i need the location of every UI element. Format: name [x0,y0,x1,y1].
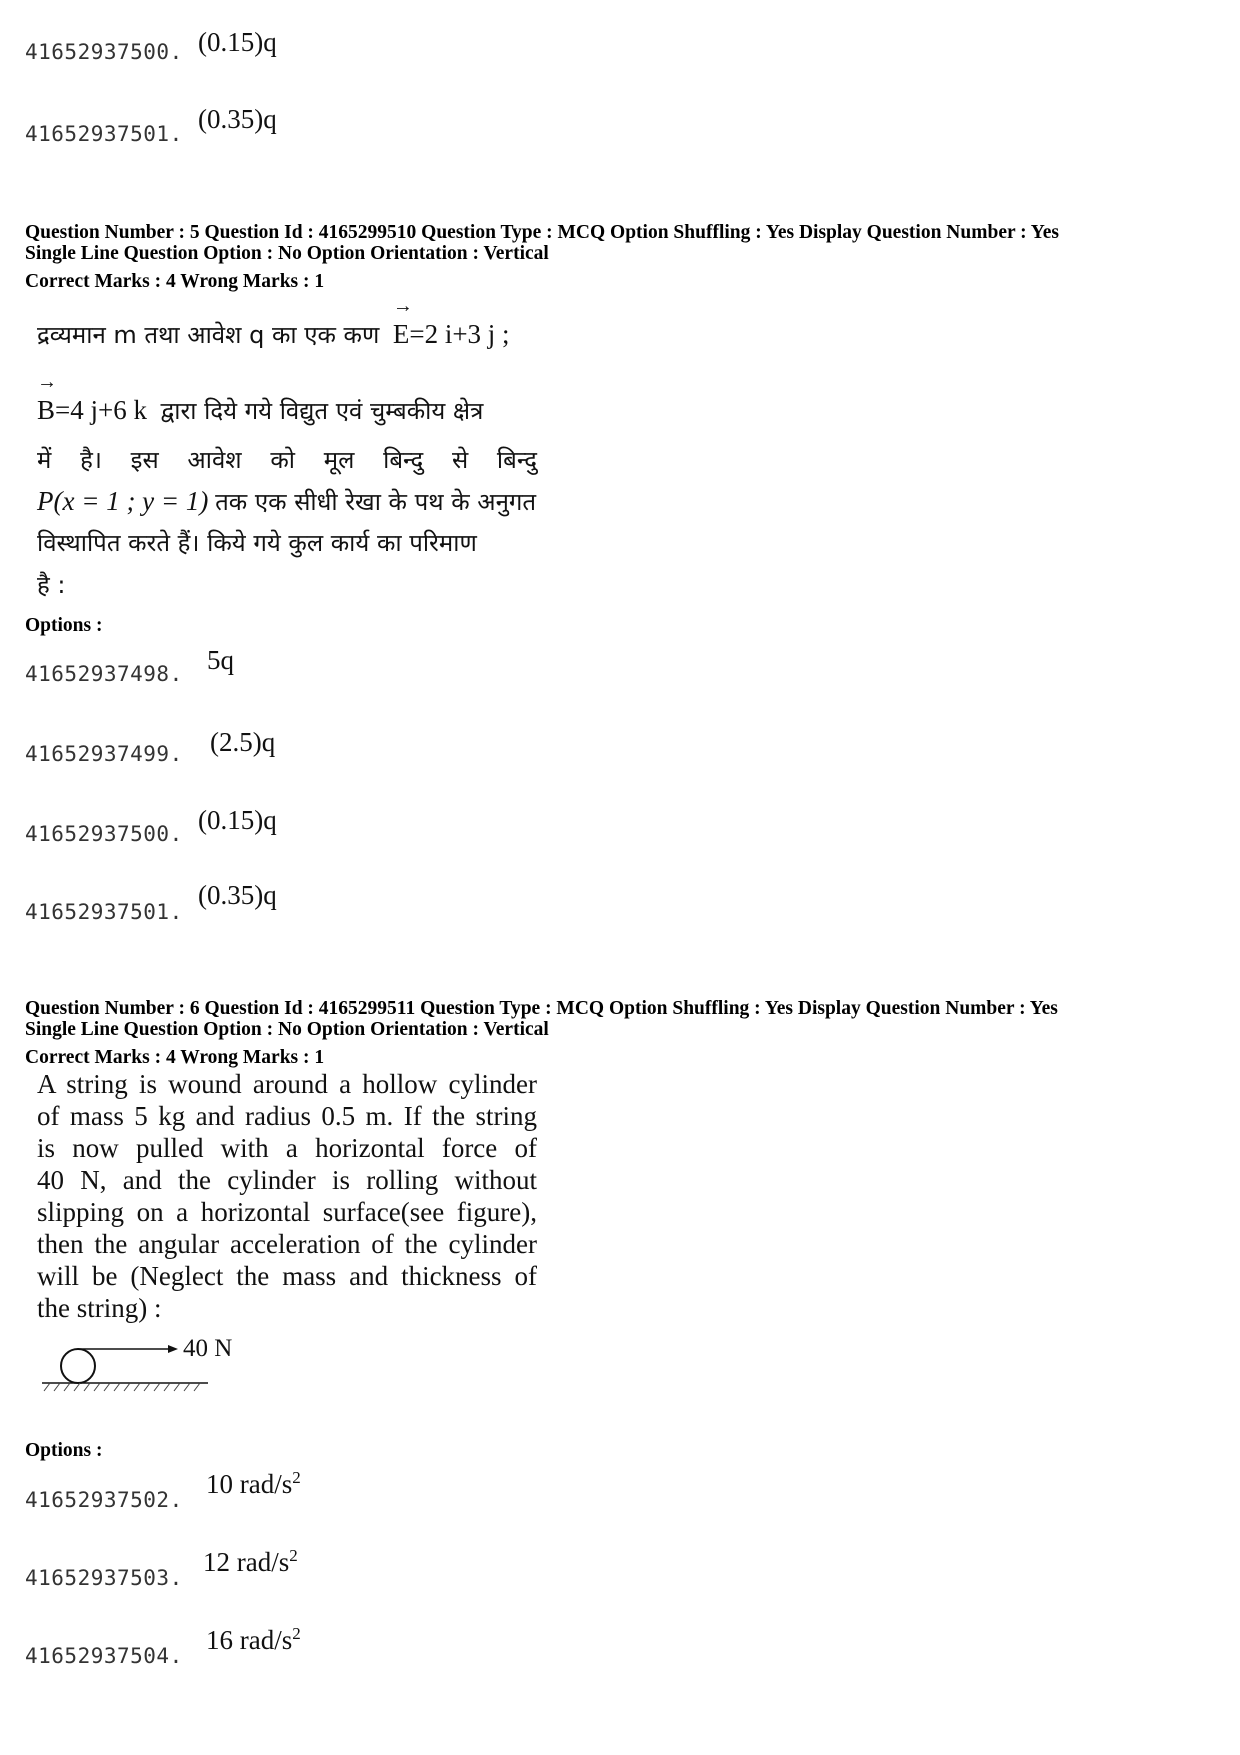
question-text-line: is now pulled with a horizontal force of [37,1133,537,1163]
question-meta: Question Number : 6 Question Id : 4165299511 Question Type : MCQ Option Shuffling : Yes Display Question Number : Yes [25,998,1058,1019]
options-label: Options : [25,1440,103,1461]
question-meta: Question Number : 5 Question Id : 4165299510 Question Type : MCQ Option Shuffling : Yes Display Question Number : Yes [25,222,1059,243]
option-value: 5q [207,645,234,675]
question-text-line: the string) : [37,1293,162,1323]
question-meta-2: Single Line Question Option : No Option Orientation : Vertical [25,1019,549,1040]
option-id: 41652937503. [25,1566,183,1590]
question-text-line: तक एक सीधी रेखा के पथ के अनुगत [215,488,537,516]
option-id: 41652937504. [25,1644,183,1668]
point-p-eq: P(x = 1 ; y = 1) [37,486,209,516]
question-text-line: द्वारा दिये गये विद्युत एवं चुम्बकीय क्षेत्र [160,397,484,425]
option-value: (0.35)q [198,880,277,910]
question-text-line: slipping on a horizontal surface(see figure), [37,1197,537,1227]
option-value: 10 rad/$s^2$ [206,1468,301,1499]
question-text-line: है : [37,571,66,599]
question-text-line: then the angular acceleration of the cylinder [37,1229,537,1259]
marks-info: Correct Marks : 4 Wrong Marks : 1 [25,1047,325,1068]
option-value: (0.15)q [198,27,277,57]
option-id: 41652937498. [25,662,183,686]
question-text-line: में है। इस आवेश को मूल बिन्दु से बिन्दु [37,446,537,474]
question-text-line: विस्थापित करते हैं। किये गये कुल कार्य का परिमाण [37,529,477,557]
option-value: 12 rad/$s^2$ [203,1546,298,1577]
question-text-line: द्रव्यमान m तथा आवेश q का एक कण [37,321,380,349]
question-text-line: will be (Neglect the mass and thickness of [37,1261,537,1291]
option-id: 41652937501. [25,122,183,146]
question-text-line: A string is wound around a hollow cylinder [37,1069,537,1099]
option-value: (0.15)q [198,805,277,835]
marks-info: Correct Marks : 4 Wrong Marks : 1 [25,271,325,292]
option-id: 41652937500. [25,822,183,846]
option-value: (0.35)q [198,104,277,134]
option-value: 16 rad/$s^2$ [206,1624,301,1655]
magnetic-field-eq: → B=4 j+6 k [37,395,147,426]
force-label: 40 N [183,1335,233,1362]
question-meta-2: Single Line Question Option : No Option Orientation : Vertical [25,243,549,264]
option-id: 41652937501. [25,900,183,924]
cylinder-circle [61,1349,95,1383]
ground-hatching [44,1383,200,1391]
option-id: 41652937499. [25,742,183,766]
option-id: 41652937500. [25,40,183,64]
force-arrowhead [168,1345,178,1353]
option-value: (2.5)q [210,727,276,757]
option-id: 41652937502. [25,1488,183,1512]
question-text-line: of mass 5 kg and radius 0.5 m. If the string [37,1101,537,1131]
question-text-line: 40 N, and the cylinder is rolling without [37,1165,537,1195]
options-label: Options : [25,615,103,636]
electric-field-eq: → E=2 i+3 j ; [393,319,510,350]
